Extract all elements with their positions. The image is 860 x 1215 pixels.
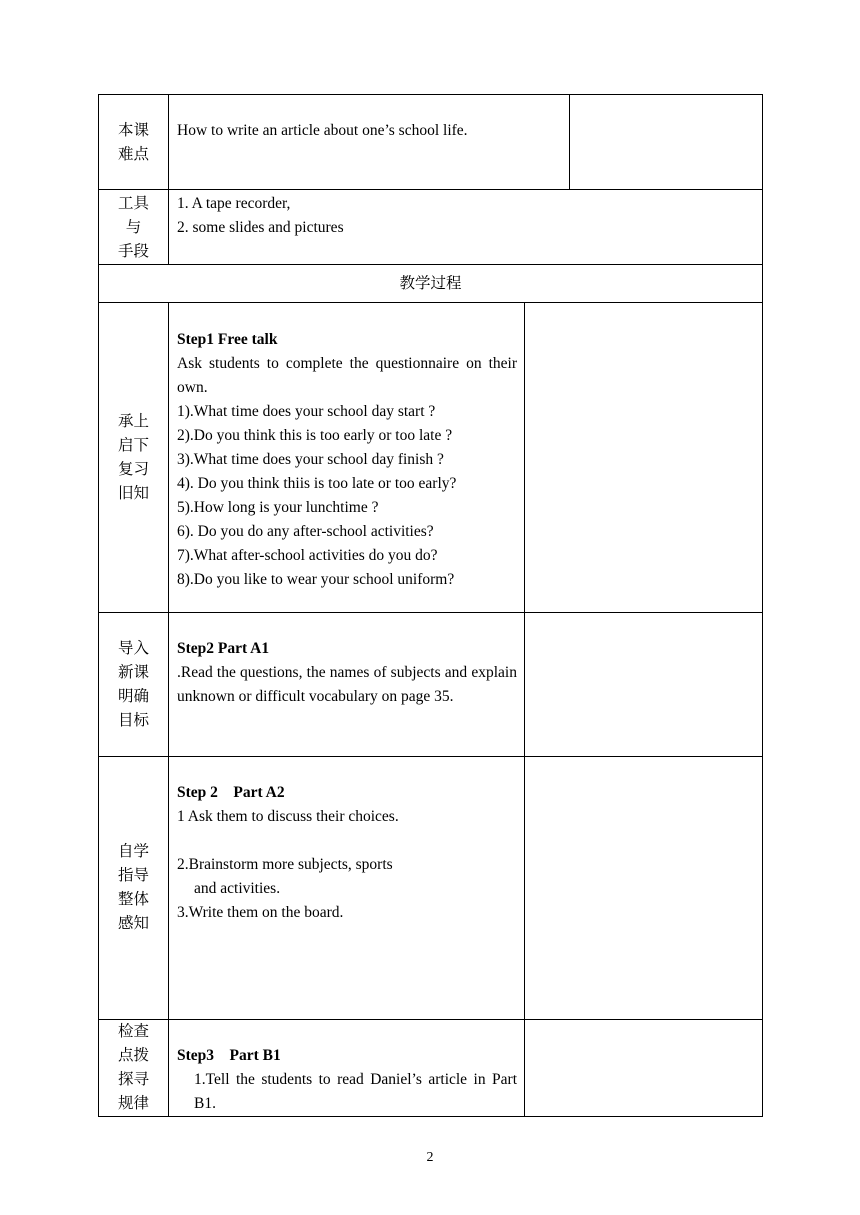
step-text: .Read the questions, the names of subjects and explain unknown or difficult vocabulary on page 35.	[177, 664, 517, 705]
question-item: 3).What time does your school day finish ?	[177, 451, 444, 468]
review-content	[169, 303, 525, 613]
difficulty-text: How to write an article about one’s school life.	[177, 122, 468, 139]
tools-content	[169, 190, 763, 265]
self-study-notes	[525, 757, 763, 1020]
row-tools	[99, 190, 763, 265]
label-review: 承上 启下 复习 旧知	[99, 303, 169, 613]
tools-item: 2. some slides and pictures	[177, 219, 344, 236]
step-title: Step1 Free talk	[177, 331, 278, 348]
check-notes	[525, 1020, 763, 1117]
label-tools: 工具 与 手段	[99, 190, 169, 265]
row-intro	[99, 613, 763, 757]
step-item: 2.Brainstorm more subjects, sports	[177, 856, 393, 873]
row-check	[99, 1020, 763, 1117]
step-item: 3.Write them on the board.	[177, 904, 344, 921]
lesson-plan-table	[98, 94, 763, 1117]
row-difficulty	[99, 95, 763, 190]
step-intro: Ask students to complete the questionnaire on their own.	[177, 355, 517, 396]
question-item: 6). Do you do any after-school activities?	[177, 523, 434, 540]
difficulty-notes	[570, 95, 763, 190]
process-heading: 教学过程	[99, 265, 763, 303]
row-self-study	[99, 757, 763, 1020]
check-content	[169, 1020, 525, 1117]
question-item: 5).How long is your lunchtime ?	[177, 499, 379, 516]
blank-line	[177, 829, 517, 853]
question-item: 7).What after-school activities do you do?	[177, 547, 438, 564]
step-title: Step3 Part B1	[177, 1047, 281, 1064]
row-process-heading	[99, 265, 763, 303]
question-item: 8).Do you like to wear your school uniform?	[177, 571, 455, 588]
step-title: Step2 Part A1	[177, 640, 270, 657]
label-check: 检查 点拨 探寻 规律	[99, 1020, 169, 1117]
label-difficulty: 本课 难点	[99, 95, 169, 190]
step-title: Step 2 Part A2	[177, 784, 285, 801]
label-self-study: 自学 指导 整体 感知	[99, 757, 169, 1020]
step-item: 1 Ask them to discuss their choices.	[177, 808, 399, 825]
question-item: 4). Do you think thiis is too late or too early?	[177, 475, 457, 492]
review-notes	[525, 303, 763, 613]
question-item: 2).Do you think this is too early or too late ?	[177, 427, 453, 444]
row-review	[99, 303, 763, 613]
step-text: 1.Tell the students to read Daniel’s article in Part B1.	[194, 1071, 517, 1112]
intro-notes	[525, 613, 763, 757]
label-intro: 导入 新课 明确 目标	[99, 613, 169, 757]
step-item-continued: and activities.	[194, 880, 281, 897]
self-study-content	[169, 757, 525, 1020]
page-number: 2	[426, 1150, 434, 1165]
difficulty-content	[169, 95, 570, 190]
tools-item: 1. A tape recorder,	[177, 195, 291, 212]
question-item: 1).What time does your school day start ?	[177, 403, 436, 420]
intro-content	[169, 613, 525, 757]
